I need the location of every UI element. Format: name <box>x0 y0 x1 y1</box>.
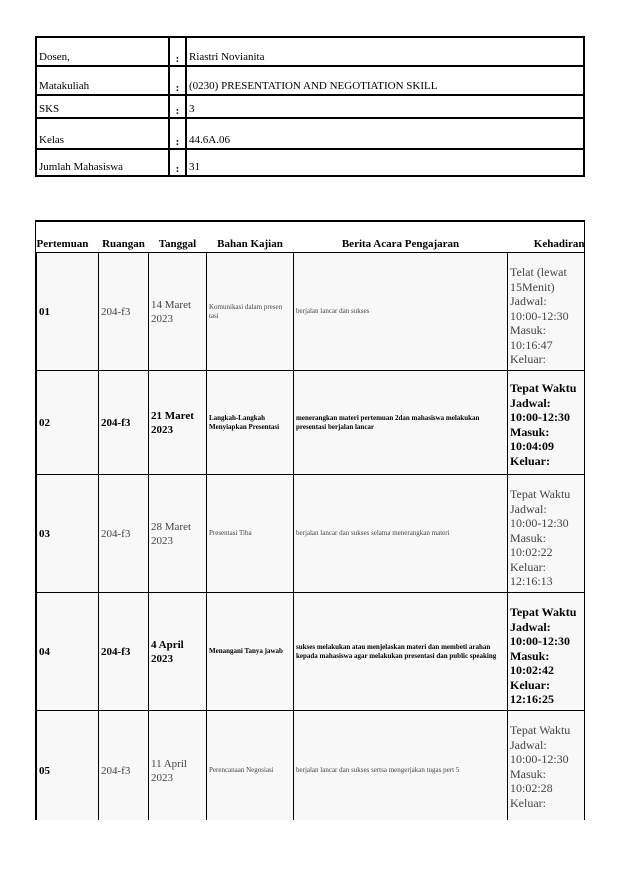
kehadiran-masuk-value: 10:02:28 <box>510 781 553 795</box>
info-label: Matakuliah <box>36 66 169 95</box>
cell-bahan-kajian: Presentasi Tiba <box>207 475 294 593</box>
info-label: SKS <box>36 95 169 118</box>
cell-kehadiran <box>508 593 585 711</box>
header-pertemuan: Pertemuan <box>37 222 99 253</box>
kehadiran-masuk-value: 10:02:22 <box>510 545 553 559</box>
table-row <box>37 475 585 593</box>
header-berita-acara: Berita Acara Pengajaran <box>294 222 508 253</box>
course-info-table <box>35 36 585 177</box>
info-separator: : <box>169 118 186 149</box>
cell-kehadiran <box>508 475 585 593</box>
cell-pertemuan: 02 <box>37 371 99 475</box>
kehadiran-jadwal-value: 10:00-12:30 <box>510 516 569 530</box>
info-value: 3 <box>186 95 584 118</box>
cell-pertemuan: 04 <box>37 593 99 711</box>
kehadiran-status: Telat (lewat 15Menit) <box>510 265 567 294</box>
kehadiran-masuk-value: 10:04:09 <box>510 439 554 453</box>
cell-berita-acara: sukses melakukan atau menjelaskan materi dan membeti arahan kepada mahasiswa agar melakukan presentasi dan public speaking <box>294 593 508 711</box>
kehadiran-masuk-label: Masuk: <box>510 648 550 663</box>
info-value: Riastri Novianita <box>186 37 584 66</box>
kehadiran-jadwal-value: 10:00-12:30 <box>510 752 569 766</box>
kehadiran-keluar-label: Keluar: <box>510 559 546 574</box>
kehadiran-jadwal-label: Jadwal: <box>510 737 547 752</box>
kehadiran-keluar-value: 12:16:25 <box>510 692 554 706</box>
teaching-record-table <box>36 222 585 820</box>
kehadiran-masuk-value: 10:16:47 <box>510 337 553 352</box>
cell-kehadiran <box>508 371 585 475</box>
kehadiran-jadwal-label: Jadwal: <box>510 294 547 308</box>
cell-ruangan: 204-f3 <box>99 253 149 371</box>
cell-tanggal: 28 Maret 2023 <box>149 475 207 593</box>
table-row <box>37 593 585 711</box>
header-kehadiran: Kehadiran <box>508 222 585 253</box>
info-separator: : <box>169 37 186 66</box>
course-info-body <box>36 37 584 176</box>
kehadiran-status: Tepat Waktu <box>510 723 571 737</box>
kehadiran-jadwal-label: Jadwal: <box>510 501 547 516</box>
cell-berita-acara: berjalan lancar dan sukses <box>294 253 508 371</box>
cell-kehadiran <box>508 253 585 371</box>
cell-tanggal: 14 Maret 2023 <box>149 253 207 371</box>
cell-kehadiran <box>508 711 585 821</box>
kehadiran-jadwal-value: 10:00-12:30 <box>510 634 570 648</box>
cell-bahan-kajian: Komunikasi dalam presen tasi <box>207 253 294 371</box>
cell-bahan-kajian: Langkah-Langkah Menyiapkan Presentasi <box>207 371 294 475</box>
cell-bahan-kajian: Perencanaan Negosiasi <box>207 711 294 821</box>
info-label: Dosen, <box>36 37 169 66</box>
cell-ruangan: 204-f3 <box>99 711 149 821</box>
teaching-record-table-container <box>35 220 585 820</box>
info-row-sks <box>36 95 584 118</box>
kehadiran-masuk-value: 10:02:42 <box>510 663 554 677</box>
kehadiran-jadwal-label: Jadwal: <box>510 395 551 410</box>
kehadiran-masuk-label: Masuk: <box>510 424 550 439</box>
header-bahan-kajian: Bahan Kajian <box>207 222 294 253</box>
info-separator: : <box>169 95 186 118</box>
cell-pertemuan: 05 <box>37 711 99 821</box>
kehadiran-jadwal-value: 10:00-12:30 <box>510 410 570 424</box>
table-header-row <box>37 222 585 253</box>
info-row-dosen <box>36 37 584 66</box>
kehadiran-status: Tepat Waktu <box>510 381 577 395</box>
cell-ruangan: 204-f3 <box>99 593 149 711</box>
info-value: (0230) PRESENTATION AND NEGOTIATION SKILL <box>186 66 584 95</box>
info-label: Jumlah Mahasiswa <box>36 149 169 176</box>
kehadiran-keluar-label: Keluar: <box>510 352 546 366</box>
kehadiran-status: Tepat Waktu <box>510 487 571 501</box>
cell-tanggal: 4 April 2023 <box>149 593 207 711</box>
table-row <box>37 711 585 821</box>
info-value: 31 <box>186 149 584 176</box>
kehadiran-keluar-label: Keluar: <box>510 453 550 468</box>
header-ruangan: Ruangan <box>99 222 149 253</box>
kehadiran-masuk-label: Masuk: <box>510 530 546 545</box>
info-value: 44.6A.06 <box>186 118 584 149</box>
table-row <box>37 371 585 475</box>
kehadiran-keluar-value: 12:16:13 <box>510 574 553 588</box>
info-label: Kelas <box>36 118 169 149</box>
kehadiran-masuk-label: Masuk: <box>510 766 546 781</box>
cell-berita-acara: berjalan lancar dan sukses sertsa mengerjakan tugas pert 5 <box>294 711 508 821</box>
kehadiran-keluar-label: Keluar: <box>510 677 550 692</box>
cell-pertemuan: 01 <box>37 253 99 371</box>
cell-berita-acara: menerangkan materi pertemuan 2dan mahasiswa melakukan presentasi berjalan lancar <box>294 371 508 475</box>
kehadiran-keluar-label: Keluar: <box>510 795 546 810</box>
info-row-jumlah-mahasiswa <box>36 149 584 176</box>
cell-tanggal: 11 April 2023 <box>149 711 207 821</box>
cell-ruangan: 204-f3 <box>99 371 149 475</box>
info-row-matakuliah <box>36 66 584 95</box>
table-row <box>37 253 585 371</box>
cell-bahan-kajian: Menangani Tanya jawab <box>207 593 294 711</box>
cell-tanggal: 21 Maret 2023 <box>149 371 207 475</box>
kehadiran-masuk-label: Masuk: <box>510 323 546 337</box>
info-separator: : <box>169 66 186 95</box>
cell-pertemuan: 03 <box>37 475 99 593</box>
kehadiran-jadwal-label: Jadwal: <box>510 619 551 634</box>
info-row-kelas <box>36 118 584 149</box>
kehadiran-jadwal-value: 10:00-12:30 <box>510 308 569 323</box>
header-tanggal: Tanggal <box>149 222 207 253</box>
kehadiran-status: Tepat Waktu <box>510 605 577 619</box>
cell-ruangan: 204-f3 <box>99 475 149 593</box>
info-separator: : <box>169 149 186 176</box>
cell-berita-acara: berjalan lancar dan sukses selama menerangkan materi <box>294 475 508 593</box>
